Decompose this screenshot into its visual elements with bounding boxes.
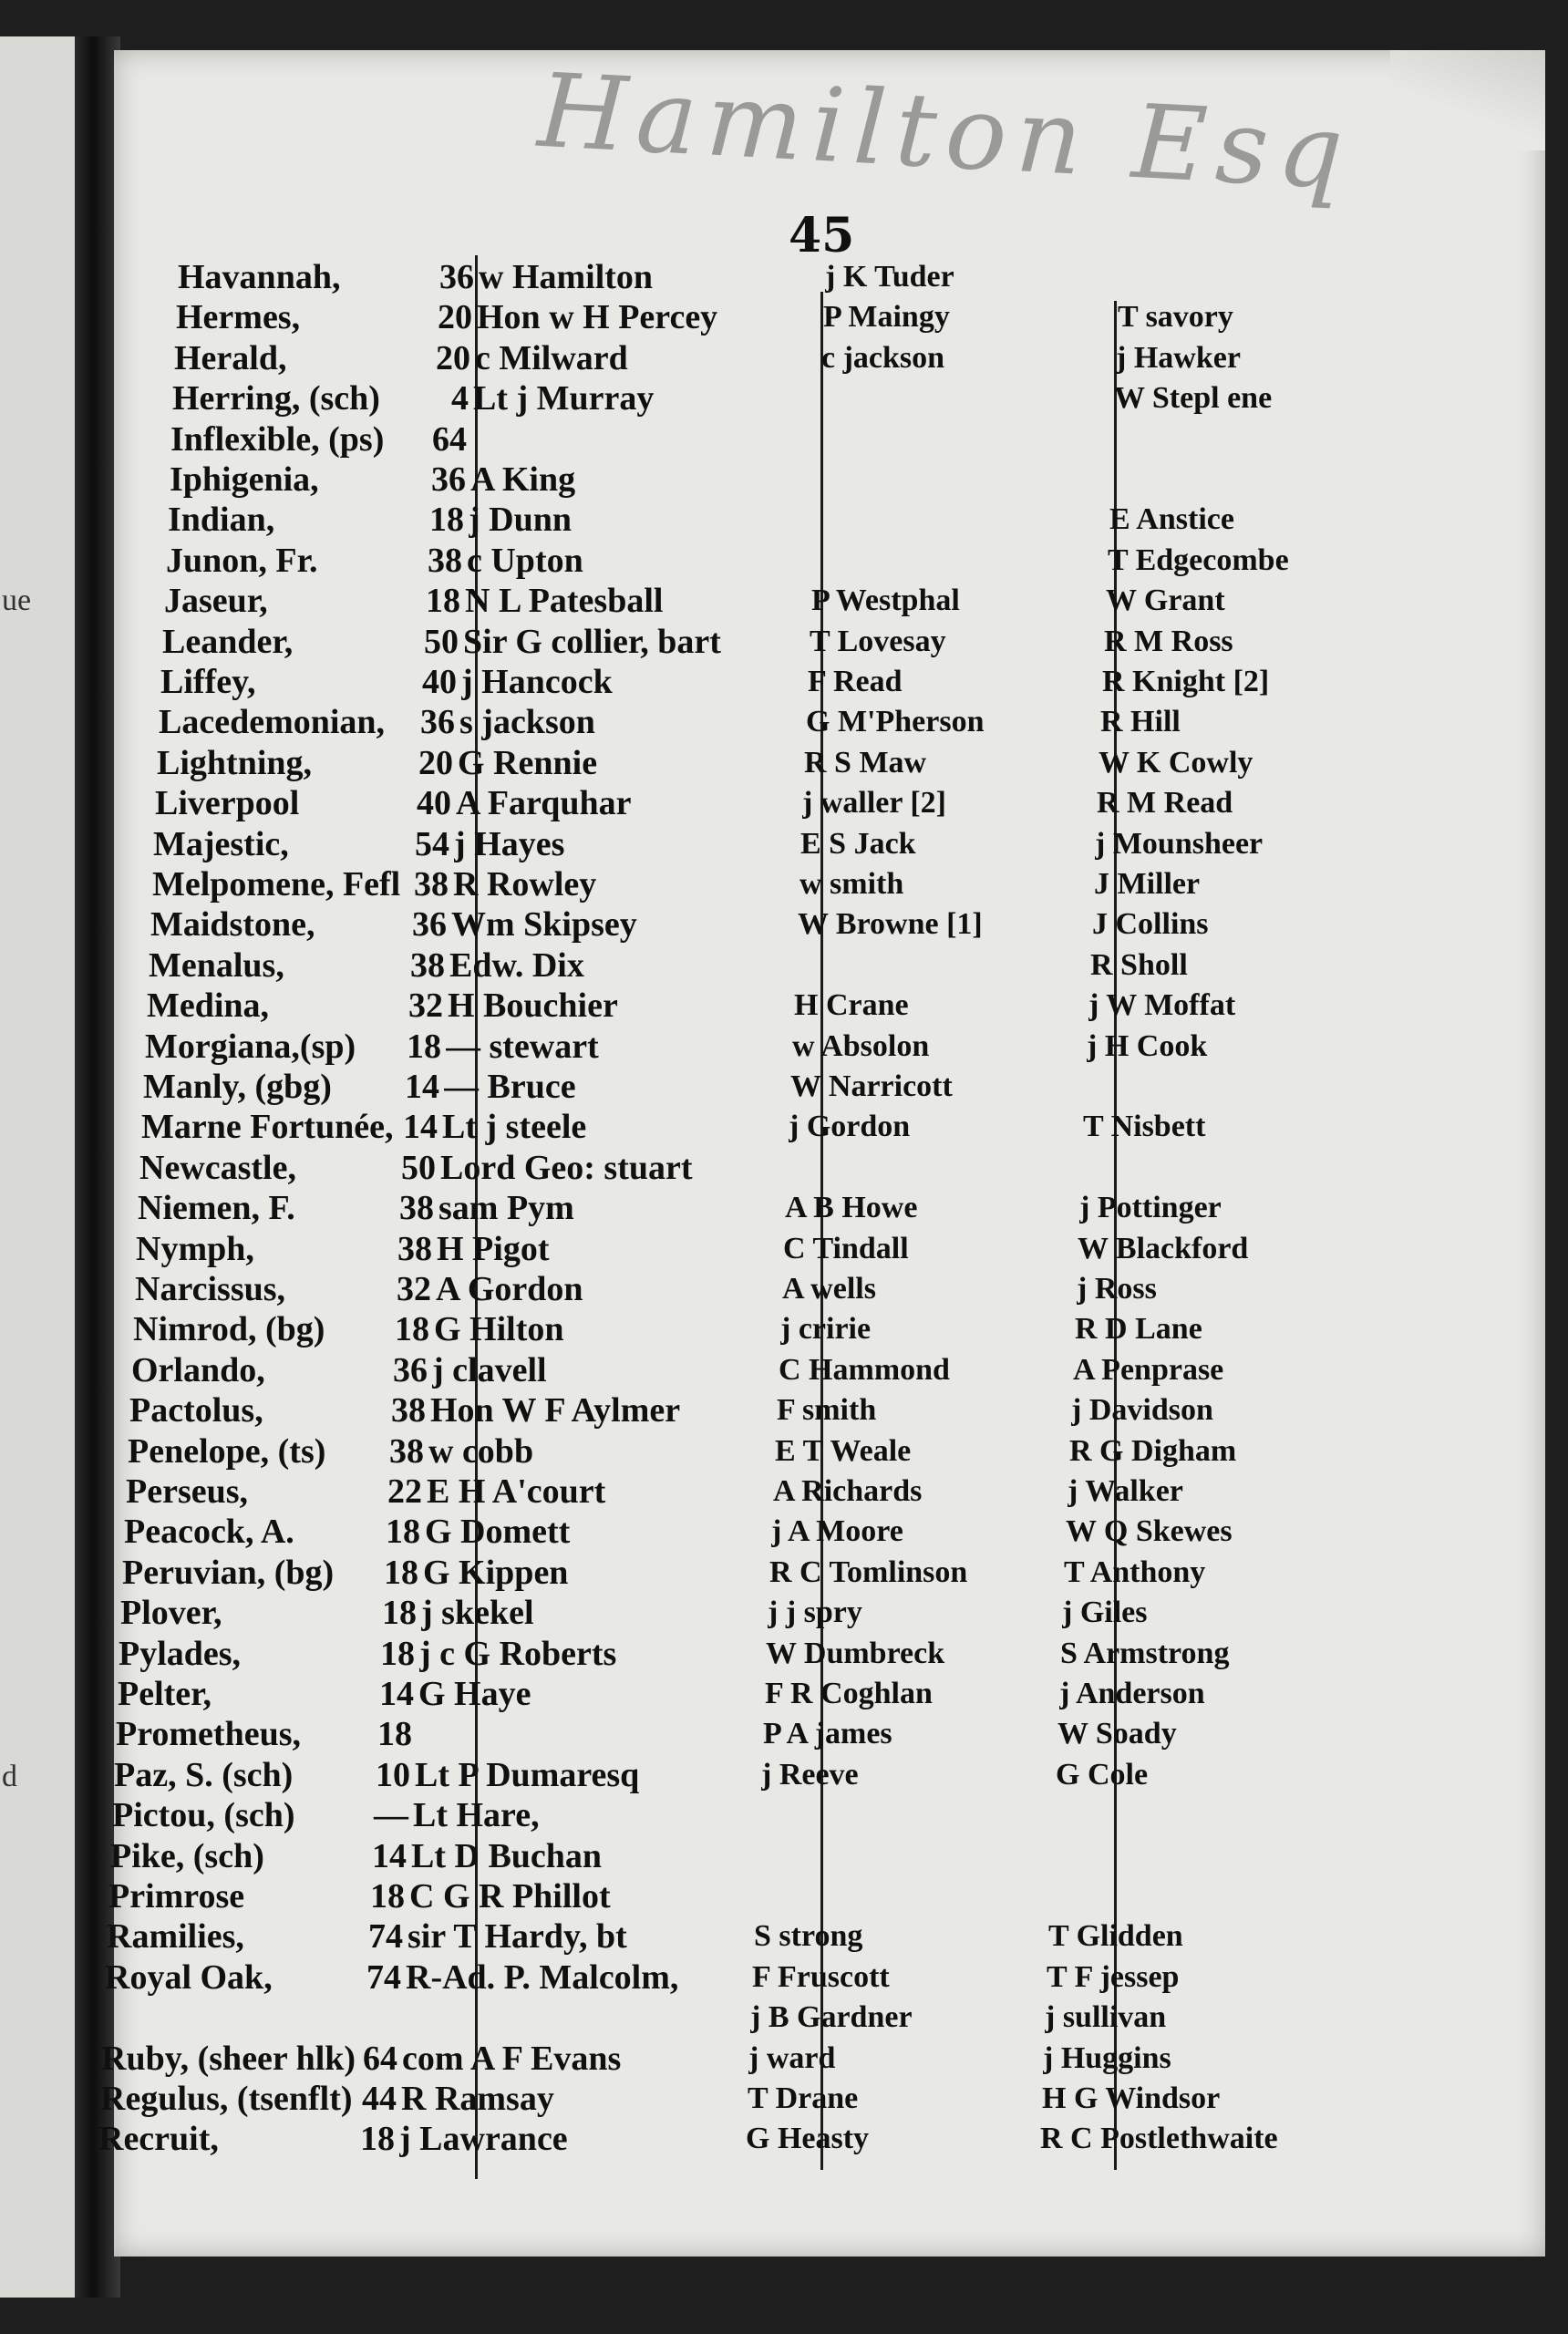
gun-count: 14: [405, 1068, 439, 1106]
ship-name: Plover,: [120, 1594, 222, 1632]
gun-count: 18: [426, 582, 460, 620]
roster-row: [0, 338, 1568, 378]
roster-row: [0, 1512, 1568, 1552]
commander-name: R-Ad. P. Malcolm,: [406, 1958, 679, 1997]
commander-name: s jackson: [459, 703, 595, 741]
commander-name: E H A'court: [427, 1472, 606, 1511]
commander-name: A King: [470, 460, 576, 499]
ship-name: Manly, (gbg): [143, 1068, 332, 1106]
commander-name: Lt Hare,: [413, 1796, 540, 1834]
lieutenant-name: j cririe: [780, 1312, 872, 1346]
master-name: j sullivan: [1045, 2000, 1167, 2034]
ship-name: Ruby, (sheer hlk): [101, 2040, 356, 2078]
roster-row: [0, 460, 1568, 500]
lieutenant-name: G M'Pherson: [806, 705, 985, 738]
lieutenant-name: T Lovesay: [810, 625, 946, 658]
roster-row: [0, 1027, 1568, 1067]
commander-name: j Hayes: [454, 825, 565, 863]
ship-name: Lightning,: [157, 744, 313, 782]
roster-row: [0, 743, 1568, 783]
gun-count: 14: [372, 1837, 407, 1875]
lieutenant-name: R S Maw: [804, 746, 927, 780]
lieutenant-name: j j spry: [768, 1596, 862, 1629]
master-name: j W Moffat: [1088, 988, 1236, 1022]
master-name: j Giles: [1062, 1596, 1148, 1629]
roster-row: [0, 1593, 1568, 1633]
gun-count: 18: [370, 1877, 405, 1916]
master-name: J Miller: [1094, 867, 1201, 901]
commander-name: w cobb: [428, 1432, 534, 1471]
master-name: R C Postlethwaite: [1040, 2122, 1278, 2155]
roster-row: [0, 945, 1568, 986]
gun-count: 18: [382, 1594, 417, 1632]
ship-name: Royal Oak,: [105, 1958, 273, 1997]
ship-name: Peruvian, (bg): [122, 1554, 335, 1592]
commander-name: Edw. Dix: [449, 946, 584, 985]
roster-row: [0, 622, 1568, 662]
gun-count: 20: [418, 744, 453, 782]
ship-name: Orlando,: [131, 1351, 265, 1389]
commander-name: — stewart: [446, 1028, 599, 1066]
gun-count: 4: [451, 379, 469, 418]
ship-name: Majestic,: [153, 825, 289, 863]
roster-row: [0, 1472, 1568, 1512]
ship-name: Pelter,: [118, 1675, 212, 1713]
lieutenant-name: A B Howe: [785, 1191, 918, 1224]
roster-row: [0, 986, 1568, 1026]
facing-page-text: d: [2, 1760, 17, 1793]
lieutenant-name: A Richards: [773, 1474, 923, 1508]
lieutenant-name: F smith: [777, 1393, 877, 1427]
gun-count: 18: [360, 2120, 395, 2158]
master-name: T Edgecombe: [1108, 543, 1289, 577]
ship-name: Narcissus,: [135, 1270, 286, 1308]
ship-name: Junon, Fr.: [166, 542, 318, 580]
gun-count: 32: [408, 986, 443, 1025]
commander-name: H Pigot: [437, 1230, 550, 1268]
roster-row: [0, 1148, 1568, 1188]
commander-name: H Bouchier: [448, 986, 618, 1025]
ship-name: Indian,: [168, 501, 275, 539]
lieutenant-name: F Fruscott: [752, 1960, 890, 1994]
ship-name: Recruit,: [98, 2120, 219, 2158]
master-name: R G Digham: [1069, 1434, 1237, 1468]
master-name: A Penprase: [1073, 1353, 1224, 1387]
ship-name: Primrose: [108, 1877, 245, 1916]
master-name: j Pottinger: [1079, 1191, 1222, 1224]
gun-count: 36: [412, 905, 447, 944]
gun-count: —: [374, 1796, 408, 1834]
commander-name: com A F Evans: [402, 2040, 622, 2078]
ship-name: Nimrod, (bg): [133, 1310, 325, 1348]
commander-name: j Dunn: [469, 501, 572, 539]
master-name: S Armstrong: [1060, 1637, 1230, 1670]
roster-row: [0, 1107, 1568, 1147]
lieutenant-name: P Westphal: [811, 584, 960, 617]
master-name: W Stepl ene: [1114, 381, 1273, 415]
commander-name: sam Pym: [438, 1189, 574, 1227]
commander-name: Lt j Murray: [473, 379, 655, 418]
master-name: T Glidden: [1048, 1919, 1183, 1953]
commander-name: C G R Phillot: [409, 1877, 611, 1916]
ship-name: Pylades,: [119, 1635, 242, 1673]
lieutenant-name: j Reeve: [761, 1758, 859, 1792]
roster-row: [0, 1229, 1568, 1269]
roster-row: [0, 1795, 1568, 1835]
ship-name: Nymph,: [136, 1230, 254, 1268]
ship-name: Prometheus,: [116, 1715, 301, 1753]
master-name: R M Ross: [1104, 625, 1233, 658]
gun-count: 50: [424, 623, 459, 661]
ship-name: Melpomene, Fefl: [152, 865, 401, 904]
gun-count: 18: [407, 1028, 441, 1066]
commander-name: j clavell: [432, 1351, 547, 1389]
lieutenant-name: S strong: [754, 1919, 863, 1953]
gun-count: 54: [415, 825, 449, 863]
ship-name: Pactolus,: [129, 1391, 263, 1430]
roster-row: [0, 581, 1568, 621]
commander-name: G Kippen: [423, 1554, 569, 1592]
ship-name: Perseus,: [126, 1472, 249, 1511]
roster-row: [0, 1876, 1568, 1916]
commander-name: Lt D Buchan: [411, 1837, 603, 1875]
gun-count: 18: [386, 1513, 420, 1551]
gun-count: 64: [363, 2040, 397, 2078]
lieutenant-name: H Crane: [794, 988, 909, 1022]
gun-count: 64: [432, 420, 467, 459]
gun-count: 18: [429, 501, 464, 539]
roster-row: [0, 1350, 1568, 1390]
gun-count: 38: [428, 542, 462, 580]
ship-name: Lacedemonian,: [159, 703, 386, 741]
master-name: j Davidson: [1071, 1393, 1213, 1427]
roster-row: [0, 257, 1568, 297]
roster-row: [0, 1674, 1568, 1714]
commander-name: Hon W F Aylmer: [430, 1391, 681, 1430]
lieutenant-name: c jackson: [821, 341, 945, 375]
ship-name: Penelope, (ts): [128, 1432, 326, 1471]
gun-count: 10: [376, 1756, 410, 1794]
ship-name: Menalus,: [149, 946, 284, 985]
ship-name: Pictou, (sch): [112, 1796, 295, 1834]
master-name: j Huggins: [1043, 2041, 1171, 2075]
ship-name: Pike, (sch): [110, 1837, 264, 1875]
roster-row: [0, 1714, 1568, 1754]
gun-count: 20: [436, 339, 470, 377]
master-name: j Hawker: [1116, 341, 1241, 375]
commander-name: j Lawrance: [399, 2120, 568, 2158]
lieutenant-name: F Read: [808, 665, 903, 698]
page-corner: [1390, 50, 1545, 150]
roster-row: [0, 1957, 1568, 1998]
ship-name: Herring, (sch): [172, 379, 380, 418]
lieutenant-name: W Browne [1]: [798, 907, 983, 941]
lieutenant-name: C Tindall: [783, 1232, 909, 1265]
master-name: R Hill: [1100, 705, 1181, 738]
commander-name: sir T Hardy, bt: [407, 1917, 627, 1956]
commander-name: Sir G collier, bart: [463, 623, 721, 661]
roster-row: [0, 1634, 1568, 1674]
roster-row: [0, 1755, 1568, 1795]
gun-count: 18: [377, 1715, 412, 1753]
commander-name: Lord Geo: stuart: [440, 1149, 693, 1187]
roster-row: [0, 1916, 1568, 1957]
gun-count: 74: [366, 1958, 401, 1997]
facing-page-text: ue: [2, 584, 32, 617]
ship-name: Inflexible, (ps): [170, 420, 385, 459]
commander-name: G Rennie: [458, 744, 598, 782]
handwritten-inscription: Hamilton Esq: [535, 51, 1356, 213]
roster-row: [0, 2119, 1568, 2159]
master-name: R M Read: [1097, 786, 1233, 820]
roster-row: [0, 1998, 1568, 2038]
lieutenant-name: j K Tuder: [825, 260, 954, 294]
gun-count: 18: [384, 1554, 418, 1592]
lieutenant-name: w smith: [799, 867, 904, 901]
lieutenant-name: W Dumbreck: [766, 1637, 945, 1670]
lieutenant-name: R C Tomlinson: [769, 1555, 968, 1589]
commander-name: Hon w H Percey: [477, 298, 718, 336]
ship-name: Ramilies,: [107, 1917, 244, 1956]
gun-count: 38: [410, 946, 445, 985]
commander-name: R Rowley: [453, 865, 597, 904]
lieutenant-name: P Maingy: [823, 300, 950, 334]
ship-name: Niemen, F.: [138, 1189, 295, 1227]
master-name: R D Lane: [1075, 1312, 1202, 1346]
gun-count: 38: [414, 865, 449, 904]
ship-name: Liverpool: [155, 784, 300, 822]
commander-name: A Gordon: [436, 1270, 583, 1308]
commander-name: R Ramsay: [401, 2080, 554, 2118]
master-name: T Nisbett: [1083, 1110, 1206, 1143]
commander-name: Lt j steele: [442, 1108, 587, 1146]
commander-name: Lt P Dumaresq: [415, 1756, 640, 1794]
ship-name: Leander,: [162, 623, 294, 661]
commander-name: G Domett: [425, 1513, 571, 1551]
master-name: j Mounsheer: [1095, 827, 1264, 861]
gun-count: 38: [391, 1391, 426, 1430]
commander-name: j Hancock: [461, 663, 613, 701]
roster-row: [0, 1188, 1568, 1228]
commander-name: c Upton: [467, 542, 583, 580]
lieutenant-name: E T Weale: [775, 1434, 912, 1468]
roster-row: [0, 419, 1568, 460]
master-name: R Sholl: [1090, 948, 1188, 982]
roster-row: [0, 1269, 1568, 1309]
lieutenant-name: E S Jack: [800, 827, 916, 861]
commander-name: G Hilton: [434, 1310, 564, 1348]
ship-name: Hermes,: [176, 298, 301, 336]
commander-name: G Haye: [418, 1675, 531, 1713]
gun-count: 44: [362, 2080, 397, 2118]
master-name: T savory: [1118, 300, 1233, 334]
master-name: j H Cook: [1087, 1029, 1208, 1063]
ship-name: Jaseur,: [164, 582, 268, 620]
roster-row: [0, 904, 1568, 945]
gun-count: 50: [401, 1149, 436, 1187]
commander-name: j skekel: [421, 1594, 534, 1632]
master-name: W Grant: [1106, 584, 1225, 617]
ship-name: Peacock, A.: [124, 1513, 294, 1551]
commander-name: Wm Skipsey: [451, 905, 637, 944]
ship-name: Havannah,: [178, 258, 341, 296]
roster-row: [0, 864, 1568, 904]
gun-count: 36: [393, 1351, 428, 1389]
roster-row: [0, 2079, 1568, 2119]
commander-name: N L Patesball: [465, 582, 664, 620]
master-name: T F jessep: [1047, 1960, 1180, 1994]
roster-row: [0, 297, 1568, 337]
master-name: G Cole: [1056, 1758, 1149, 1792]
master-name: j Ross: [1077, 1272, 1157, 1306]
roster-row: [0, 1431, 1568, 1472]
master-name: E Anstice: [1109, 502, 1234, 536]
gun-count: 36: [420, 703, 455, 741]
master-name: j Walker: [1068, 1474, 1183, 1508]
commander-name: c Milward: [475, 339, 628, 377]
roster-row: [0, 1553, 1568, 1593]
gun-count: 18: [380, 1635, 415, 1673]
lieutenant-name: A wells: [782, 1272, 876, 1306]
ship-name: Maidstone,: [150, 905, 315, 944]
lieutenant-name: w Absolon: [792, 1029, 930, 1063]
gun-count: 36: [431, 460, 466, 499]
ship-name: Regulus, (tsenflt): [100, 2080, 353, 2118]
roster-row: [0, 702, 1568, 742]
roster-row: [0, 1836, 1568, 1876]
master-name: j Anderson: [1059, 1677, 1205, 1710]
ship-name: Morgiana,(sp): [145, 1028, 356, 1066]
gun-count: 36: [439, 258, 474, 296]
lieutenant-name: W Narricott: [790, 1069, 953, 1103]
master-name: J Collins: [1092, 907, 1209, 941]
lieutenant-name: P A james: [763, 1717, 892, 1750]
lieutenant-name: F R Coghlan: [765, 1677, 933, 1710]
roster-row: [0, 824, 1568, 864]
lieutenant-name: j A Moore: [771, 1514, 903, 1548]
master-name: T Anthony: [1064, 1555, 1206, 1589]
roster-row: [0, 378, 1568, 418]
gun-count: 22: [387, 1472, 422, 1511]
lieutenant-name: j waller [2]: [802, 786, 946, 820]
gun-count: 20: [438, 298, 472, 336]
ship-name: Marne Fortunée,: [141, 1108, 394, 1146]
lieutenant-name: j Gordon: [789, 1110, 911, 1143]
lieutenant-name: j B Gardner: [750, 2000, 913, 2034]
ship-name: Iphigenia,: [170, 460, 319, 499]
ship-name: Herald,: [174, 339, 287, 377]
master-name: W K Cowly: [1099, 746, 1253, 780]
gun-count: 14: [403, 1108, 438, 1146]
gun-count: 38: [389, 1432, 424, 1471]
page-number: 45: [789, 208, 855, 263]
roster-row: [0, 1067, 1568, 1107]
roster-row: [0, 662, 1568, 702]
gun-count: 32: [397, 1270, 431, 1308]
lieutenant-name: C Hammond: [779, 1353, 950, 1387]
ship-name: Newcastle,: [139, 1149, 296, 1187]
gun-count: 18: [395, 1310, 429, 1348]
gun-count: 74: [368, 1917, 403, 1956]
roster-row: [0, 541, 1568, 581]
roster-row: [0, 500, 1568, 540]
roster-row: [0, 2039, 1568, 2079]
commander-name: j c G Roberts: [419, 1635, 617, 1673]
master-name: R Knight [2]: [1102, 665, 1270, 698]
gun-count: 38: [397, 1230, 432, 1268]
master-name: W Soady: [1057, 1717, 1177, 1750]
master-name: W Q Skewes: [1066, 1514, 1233, 1548]
gun-count: 14: [379, 1675, 414, 1713]
lieutenant-name: j ward: [748, 2041, 836, 2075]
roster-row: [0, 1390, 1568, 1430]
gun-count: 40: [417, 784, 451, 822]
master-name: H G Windsor: [1042, 2081, 1221, 2115]
roster-row: [0, 1309, 1568, 1349]
gun-count: 40: [422, 663, 457, 701]
commander-name: A Farquhar: [456, 784, 632, 822]
ship-name: Paz, S. (sch): [114, 1756, 294, 1794]
ship-name: Medina,: [147, 986, 270, 1025]
lieutenant-name: G Heasty: [746, 2122, 870, 2155]
roster-row: [0, 783, 1568, 823]
commander-name: — Bruce: [444, 1068, 576, 1106]
gun-count: 38: [399, 1189, 434, 1227]
master-name: W Blackford: [1078, 1232, 1249, 1265]
lieutenant-name: T Drane: [748, 2081, 859, 2115]
ship-name: Liffey,: [160, 663, 256, 701]
commander-name: w Hamilton: [479, 258, 654, 296]
